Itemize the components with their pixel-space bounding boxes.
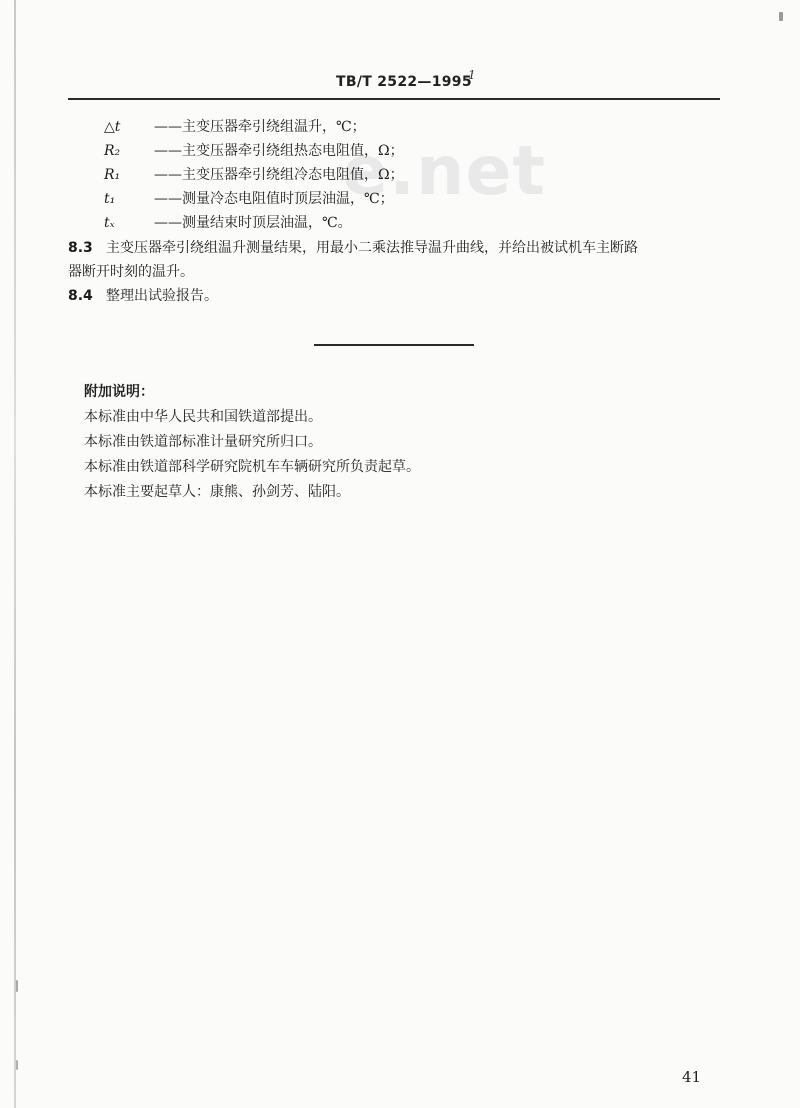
symbol-description: ——测量冷态电阻值时顶层油温，℃； (154, 191, 394, 207)
symbol-description: ——主变压器牵引绕组温升，℃； (154, 119, 366, 135)
watermark: e.net (342, 132, 546, 211)
page-number: 41 (682, 1068, 702, 1086)
section-number: 8.3 (68, 240, 93, 256)
symbol: t₁ (104, 191, 116, 207)
section-text: 整理出试验报告。 (106, 288, 218, 304)
header-mark: 1 (468, 68, 476, 82)
notes-line: 本标准由中华人民共和国铁道部提出。 (84, 409, 322, 425)
notes-line: 本标准由铁道部科学研究院机车车辆研究所负责起草。 (84, 459, 420, 475)
notes-line: 本标准由铁道部标准计量研究所归口。 (84, 434, 322, 450)
notes-title: 附加说明： (84, 384, 154, 400)
symbol-definition (104, 214, 352, 232)
symbol-definition (104, 190, 394, 208)
symbol: R₂ (104, 143, 121, 159)
symbol-definition (104, 166, 404, 184)
scan-speck (779, 12, 783, 21)
scan-speck (16, 1060, 18, 1070)
symbol-definition (104, 118, 366, 136)
symbol: tₓ (104, 215, 115, 231)
symbol: R₁ (104, 167, 121, 183)
symbol-description: ——主变压器牵引绕组热态电阻值，Ω； (154, 143, 404, 159)
notes-line: 本标准主要起草人：康熊、孙剑芳、陆阳。 (84, 484, 350, 500)
section-divider (314, 344, 474, 346)
symbol-description: ——测量结束时顶层油温，℃。 (154, 215, 352, 231)
standard-number-header: TB/T 2522—1995 (336, 74, 472, 90)
symbol-description: ——主变压器牵引绕组冷态电阻值，Ω； (154, 167, 404, 183)
section-8-3-continued: 器断开时刻的温升。 (68, 264, 194, 280)
scan-speck (16, 980, 18, 992)
symbol-definition (104, 142, 404, 160)
symbol: △t (104, 119, 121, 135)
header-rule (68, 98, 720, 100)
scan-binding-edge (14, 0, 16, 1108)
section-text: 主变压器牵引绕组温升测量结果，用最小二乘法推导温升曲线，并给出被试机车主断路 (106, 240, 638, 256)
section-number: 8.4 (68, 288, 93, 304)
section-8-3 (68, 239, 638, 257)
section-8-4 (68, 287, 218, 305)
